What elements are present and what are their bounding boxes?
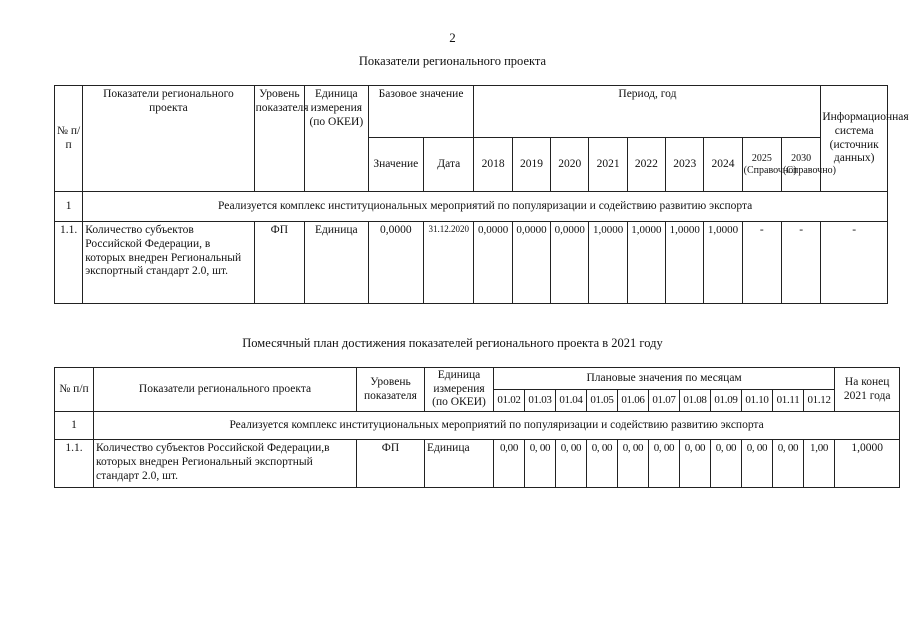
row-info-system: - <box>821 222 888 304</box>
header-ref-2030: 2030 (Справочно) <box>782 138 821 192</box>
header-base-value: Базовое значение <box>368 86 474 138</box>
header-year: 2021 <box>589 138 627 192</box>
row-indicator: Количество субъектов Российской Федерации, в которых внедрен Региональный экспортный стандарт 2.0, шт. <box>83 222 254 304</box>
row-month-value: 0, 00 <box>587 440 618 488</box>
header-year: 2023 <box>666 138 704 192</box>
row-month-value: 0, 00 <box>618 440 649 488</box>
section2-title: Помесячный план достижения показателей регионального проекта в 2021 году <box>242 336 663 350</box>
row-indicator: Количество субъектов Российской Федерации,в которых внедрен Региональный экспортный стандарт 2.0, шт. <box>94 440 357 488</box>
header-unit: Единица измерения (по ОКЕИ) <box>305 86 369 192</box>
row-month-value: 0, 00 <box>525 440 556 488</box>
row-year-value: 0,0000 <box>512 222 550 304</box>
header-level: Уровень показателя <box>357 368 425 412</box>
header-value: Значение <box>368 138 423 192</box>
header-period: Период, год <box>474 86 821 138</box>
row-year-value: 1,0000 <box>666 222 704 304</box>
header-year: 2018 <box>474 138 512 192</box>
row-ref-2030: - <box>782 222 821 304</box>
row-month-value: 0, 00 <box>680 440 711 488</box>
header-level: Уровень показателя <box>254 86 304 192</box>
row-year-value: 1,0000 <box>627 222 665 304</box>
row-unit: Единица <box>425 440 494 488</box>
monthly-plan-table <box>54 367 900 488</box>
row-num: 1.1. <box>55 440 94 488</box>
section-row-text: Реализуется комплекс институциональных мероприятий по популяризации и содействию развитию экспорта <box>83 192 888 222</box>
header-month: 01.10 <box>742 390 773 412</box>
section1-title: Показатели регионального проекта <box>358 54 547 68</box>
page-number: 2 <box>449 30 456 45</box>
header-year: 2020 <box>551 138 589 192</box>
row-unit: Единица <box>305 222 369 304</box>
section-row-num: 1 <box>55 192 83 222</box>
header-unit: Единица измерения (по ОКЕИ) <box>425 368 494 412</box>
header-date: Дата <box>424 138 474 192</box>
row-level: ФП <box>357 440 425 488</box>
header-month: 01.11 <box>773 390 804 412</box>
row-month-value: 1,00 <box>804 440 835 488</box>
section-row-text: Реализуется комплекс институциональных мероприятий по популяризации и содействию развитию экспорта <box>94 412 900 440</box>
row-year-value: 0,0000 <box>474 222 512 304</box>
header-month: 01.12 <box>804 390 835 412</box>
indicators-table <box>54 85 909 304</box>
header-planned: Плановые значения по месяцам <box>494 368 835 390</box>
header-month: 01.05 <box>587 390 618 412</box>
header-num: № п/п <box>55 368 94 412</box>
row-num: 1.1. <box>55 222 83 304</box>
row-year-value: 1,0000 <box>589 222 627 304</box>
row-year-end-value: 1,0000 <box>835 440 900 488</box>
header-ref-2025: 2025 (Справочно) <box>742 138 781 192</box>
header-info-system: Информационная система (источник данных) <box>821 86 888 192</box>
section-row-num: 1 <box>55 412 94 440</box>
row-month-value: 0, 00 <box>742 440 773 488</box>
header-month: 01.02 <box>494 390 525 412</box>
header-indicator: Показатели регионального проекта <box>94 368 357 412</box>
row-month-value: 0, 00 <box>556 440 587 488</box>
header-month: 01.07 <box>649 390 680 412</box>
header-year: 2022 <box>627 138 665 192</box>
header-month: 01.08 <box>680 390 711 412</box>
header-year-end: На конец 2021 года <box>835 368 900 412</box>
header-num: № п/п <box>55 86 83 192</box>
header-month: 01.03 <box>525 390 556 412</box>
header-month: 01.04 <box>556 390 587 412</box>
row-month-value: 0, 00 <box>773 440 804 488</box>
row-ref-2025: - <box>742 222 781 304</box>
header-indicator: Показатели регионального проекта <box>83 86 254 192</box>
row-base-value: 0,0000 <box>368 222 423 304</box>
row-base-date: 31.12.2020 <box>424 222 474 304</box>
row-month-value: 0,00 <box>494 440 525 488</box>
header-month: 01.09 <box>711 390 742 412</box>
row-level: ФП <box>254 222 304 304</box>
header-year: 2019 <box>512 138 550 192</box>
header-month: 01.06 <box>618 390 649 412</box>
row-month-value: 0, 00 <box>649 440 680 488</box>
header-year: 2024 <box>704 138 742 192</box>
row-month-value: 0, 00 <box>711 440 742 488</box>
row-year-value: 0,0000 <box>551 222 589 304</box>
row-year-value: 1,0000 <box>704 222 742 304</box>
